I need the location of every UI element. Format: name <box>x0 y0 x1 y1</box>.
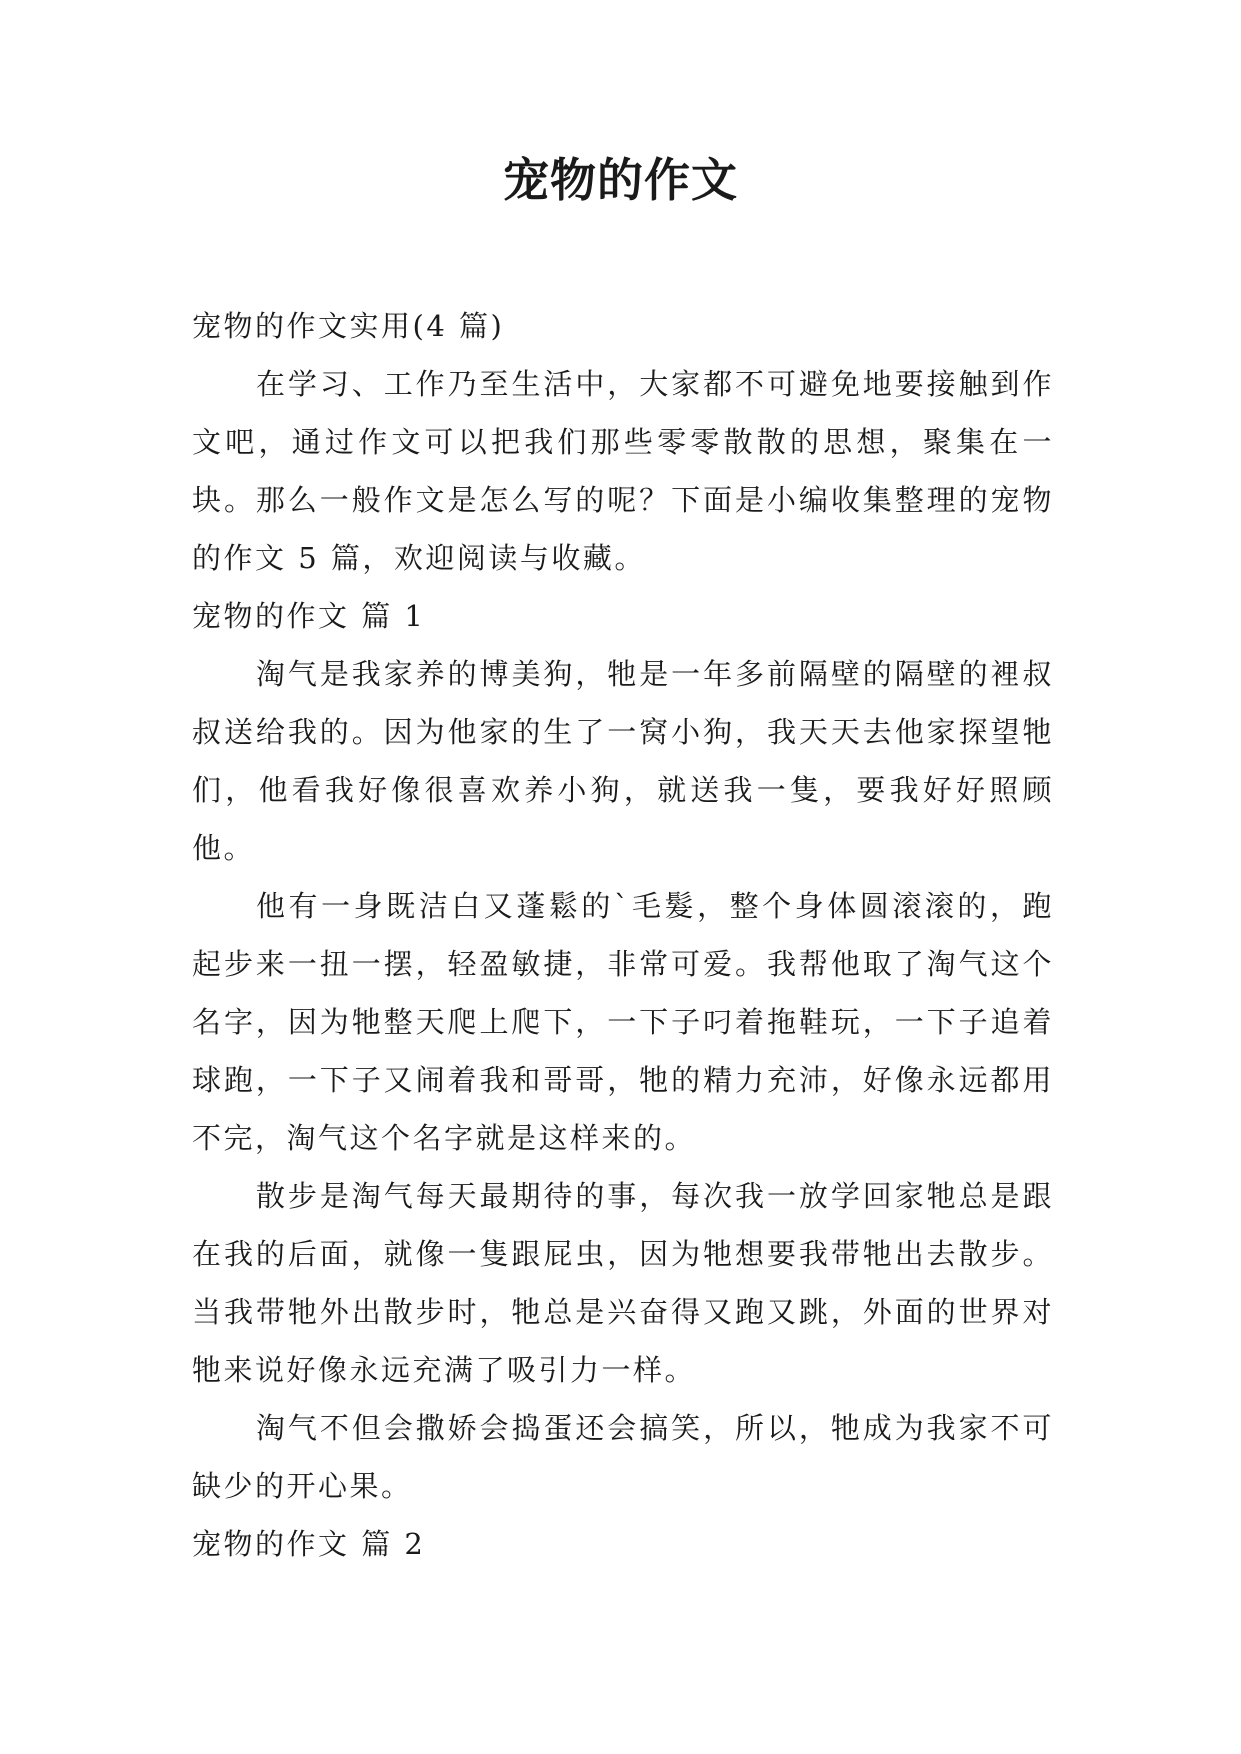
section-1-paragraph-4: 淘气不但会撒娇会捣蛋还会搞笑，所以，牠成为我家不可缺少的开心果。 <box>192 1411 1054 1503</box>
section-heading-1: 宠物的作文 篇 1 <box>192 599 426 633</box>
document-title: 宠物的作文 <box>503 153 738 207</box>
document-subtitle: 宠物的作文实用(4 篇) <box>192 309 505 343</box>
section-1-paragraph-1: 淘气是我家养的博美狗，牠是一年多前隔壁的隔壁的裡叔叔送给我的。因为他家的生了一窝小狗，我天天去他家探望牠们，他看我好像很喜欢养小狗，就送我一隻，要我好好照顾他。 <box>192 657 1054 865</box>
document-body <box>192 297 1054 1573</box>
section-heading-2: 宠物的作文 篇 2 <box>192 1527 426 1561</box>
section-1-paragraph-3: 散步是淘气每天最期待的事，每次我一放学回家牠总是跟在我的后面，就像一隻跟屁虫，因为牠想要我带牠出去散步。当我带牠外出散步时，牠总是兴奋得又跑又跳，外面的世界对牠来说好像永远充满了吸引力一样。 <box>192 1179 1054 1387</box>
intro-paragraph: 在学习、工作乃至生活中，大家都不可避免地要接触到作文吧，通过作文可以把我们那些零零散散的思想，聚集在一块。那么一般作文是怎么写的呢？下面是小编收集整理的宠物的作文 5 篇，欢迎阅读与收藏。 <box>192 367 1054 575</box>
section-1-paragraph-2: 他有一身既洁白又蓬鬆的`毛髮，整个身体圆滚滚的，跑起步来一扭一摆，轻盈敏捷，非常可爱。我帮他取了淘气这个名字，因为牠整天爬上爬下，一下子叼着拖鞋玩，一下子追着球跑，一下子又闹着我和哥哥，牠的精力充沛，好像永远都用不完，淘气这个名字就是这样来的。 <box>192 889 1054 1155</box>
